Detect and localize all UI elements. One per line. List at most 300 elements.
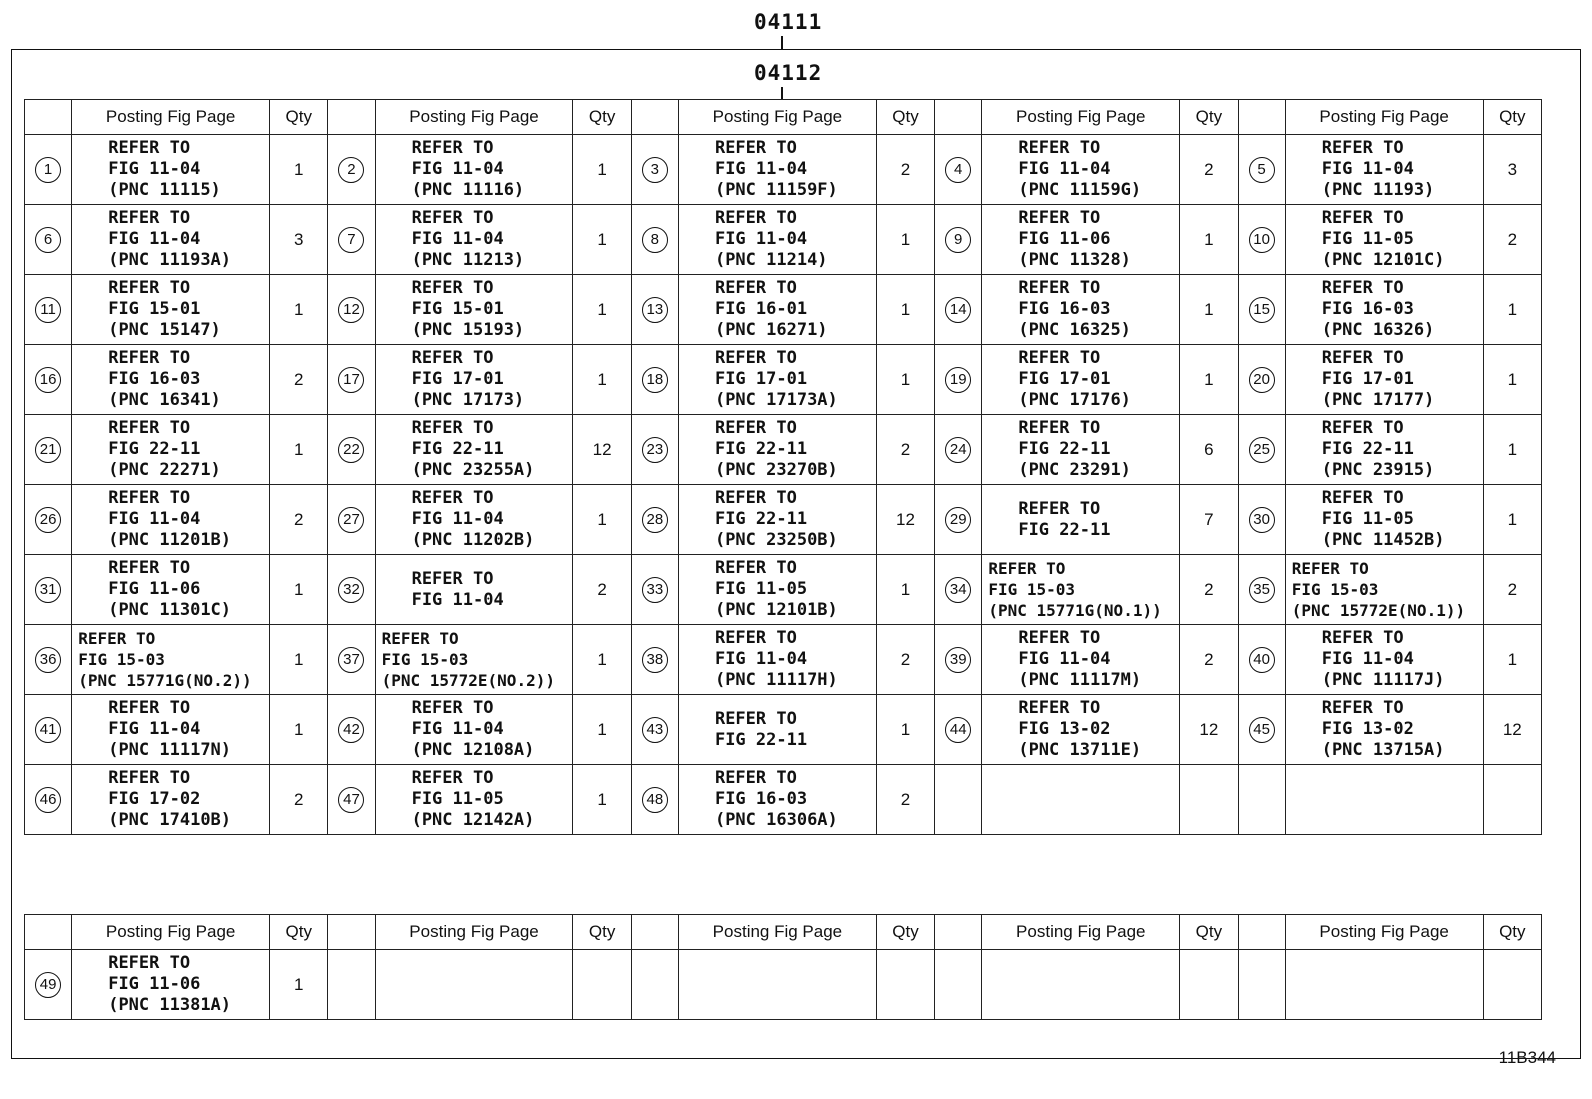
reference-line: (PNC 11213) <box>411 250 525 270</box>
posting-fig-page-cell <box>678 345 876 415</box>
reference-line: REFER TO <box>108 418 191 438</box>
reference-line: FIG 11-06 <box>108 579 201 599</box>
reference-line: REFER TO <box>108 208 191 228</box>
item-number-badge: 42 <box>338 717 364 743</box>
posting-fig-page-cell <box>375 275 573 345</box>
header-posting-fig-page: Posting Fig Page <box>72 915 270 950</box>
reference-line: REFER TO <box>108 488 191 508</box>
reference-line: REFER TO <box>1291 559 1369 578</box>
qty-cell <box>1483 950 1541 1020</box>
item-number-cell <box>631 345 678 415</box>
item-number-cell <box>25 485 72 555</box>
posting-fig-page-cell <box>72 345 270 415</box>
posting-fig-page-cell <box>72 135 270 205</box>
item-number-badge: 8 <box>642 227 668 253</box>
posting-fig-page-cell <box>375 950 573 1020</box>
item-number-badge: 20 <box>1249 367 1275 393</box>
item-number-badge: 49 <box>35 972 61 998</box>
qty-cell: 1 <box>270 135 328 205</box>
item-number-cell <box>1238 555 1285 625</box>
item-number-cell <box>328 415 375 485</box>
reference-line: FIG 15-01 <box>411 299 504 319</box>
posting-fig-page-cell <box>982 415 1180 485</box>
posting-fig-page-cell <box>72 415 270 485</box>
item-number-cell <box>25 135 72 205</box>
reference-line: FIG 11-04 <box>411 159 504 179</box>
posting-fig-page-cell <box>982 135 1180 205</box>
item-number-badge: 34 <box>945 577 971 603</box>
reference-line: (PNC 11381A) <box>108 995 232 1015</box>
item-number-cell <box>328 345 375 415</box>
reference-line: (PNC 11117H) <box>714 670 838 690</box>
reference-line: (PNC 12108A) <box>411 740 535 760</box>
reference-line: FIG 16-03 <box>714 789 808 809</box>
reference-line: FIG 17-01 <box>411 369 504 389</box>
reference-line: FIG 16-01 <box>714 299 808 319</box>
qty-cell: 1 <box>1483 345 1541 415</box>
reference-line: FIG 11-05 <box>1321 509 1414 529</box>
posting-fig-page-cell <box>1285 625 1483 695</box>
reference-line: REFER TO <box>1018 498 1101 519</box>
item-number-badge: 37 <box>338 647 364 673</box>
item-number-badge: 30 <box>1249 507 1275 533</box>
reference-line: (PNC 11328) <box>1018 250 1131 270</box>
posting-fig-page-cell <box>678 765 876 835</box>
item-number-badge: 15 <box>1249 297 1275 323</box>
posting-fig-page-cell <box>982 205 1180 275</box>
qty-cell: 3 <box>270 205 328 275</box>
qty-cell: 1 <box>1180 205 1238 275</box>
qty-cell: 2 <box>270 485 328 555</box>
posting-fig-page-cell <box>72 485 270 555</box>
qty-cell: 1 <box>1483 485 1541 555</box>
reference-line: REFER TO <box>381 629 459 648</box>
reference-line: REFER TO <box>1321 698 1404 718</box>
item-number-badge: 4 <box>945 157 971 183</box>
table-row <box>25 950 1542 1020</box>
item-number-badge: 41 <box>35 717 61 743</box>
reference-line: REFER TO <box>714 278 797 298</box>
reference-line: (PNC 12101C) <box>1321 250 1445 270</box>
posting-fig-page-cell <box>982 765 1180 835</box>
item-number-badge: 39 <box>945 647 971 673</box>
reference-line: FIG 11-04 <box>411 509 504 529</box>
posting-fig-page-cell <box>375 695 573 765</box>
item-number-cell <box>328 135 375 205</box>
qty-cell: 1 <box>1483 415 1541 485</box>
item-number-cell <box>328 950 375 1020</box>
posting-fig-page-cell <box>375 135 573 205</box>
reference-line: (PNC 11193) <box>1321 180 1435 200</box>
item-number-cell <box>328 275 375 345</box>
reference-line: REFER TO <box>411 568 494 589</box>
posting-fig-page-cell <box>72 695 270 765</box>
reference-line: REFER TO <box>1321 488 1404 508</box>
item-number-cell <box>328 765 375 835</box>
table-row <box>25 205 1542 275</box>
qty-cell: 3 <box>1483 135 1541 205</box>
table-row <box>25 135 1542 205</box>
qty-cell: 2 <box>1180 555 1238 625</box>
posting-fig-page-cell <box>1285 765 1483 835</box>
item-number-cell <box>631 135 678 205</box>
reference-line: FIG 15-03 <box>1291 580 1379 599</box>
reference-line: FIG 11-04 <box>1321 159 1414 179</box>
item-number-cell <box>25 345 72 415</box>
posting-fig-page-cell <box>678 485 876 555</box>
posting-fig-page-cell <box>1285 345 1483 415</box>
header-num-cell <box>631 100 678 135</box>
item-number-cell <box>631 950 678 1020</box>
reference-line: (PNC 11117N) <box>108 740 232 760</box>
posting-fig-page-cell <box>375 555 573 625</box>
reference-line: FIG 11-06 <box>108 974 201 994</box>
reference-line: (PNC 11159F) <box>714 180 838 200</box>
header-qty: Qty <box>1483 100 1541 135</box>
reference-line: REFER TO <box>108 768 191 788</box>
reference-line: FIG 11-04 <box>714 649 808 669</box>
qty-cell: 2 <box>1483 205 1541 275</box>
reference-line: FIG 22-11 <box>411 439 504 459</box>
item-number-badge: 35 <box>1249 577 1275 603</box>
reference-line: REFER TO <box>1321 138 1404 158</box>
item-number-badge: 32 <box>338 577 364 603</box>
posting-fig-page-cell <box>678 275 876 345</box>
item-number-badge: 22 <box>338 437 364 463</box>
item-number-cell <box>631 695 678 765</box>
reference-line: FIG 11-06 <box>1018 229 1111 249</box>
reference-line: (PNC 16306A) <box>714 810 838 830</box>
item-number-cell <box>631 555 678 625</box>
item-number-cell <box>935 415 982 485</box>
reference-line: REFER TO <box>1018 208 1101 228</box>
reference-line: FIG 11-05 <box>1321 229 1414 249</box>
reference-line: (PNC 11201B) <box>108 530 232 550</box>
item-number-badge: 14 <box>945 297 971 323</box>
table-row <box>25 555 1542 625</box>
qty-cell: 12 <box>1180 695 1238 765</box>
qty-cell <box>876 950 934 1020</box>
reference-line: REFER TO <box>714 628 797 648</box>
posting-fig-page-cell <box>375 625 573 695</box>
posting-fig-page-cell <box>375 415 573 485</box>
reference-line: REFER TO <box>1018 628 1101 648</box>
qty-cell: 6 <box>1180 415 1238 485</box>
item-number-cell <box>935 205 982 275</box>
reference-line: (PNC 12101B) <box>714 600 838 620</box>
posting-fig-page-cell <box>1285 950 1483 1020</box>
reference-line: REFER TO <box>411 488 494 508</box>
item-number-badge: 17 <box>338 367 364 393</box>
item-number-badge: 21 <box>35 437 61 463</box>
reference-line: FIG 11-05 <box>411 789 504 809</box>
reference-line: REFER TO <box>108 278 191 298</box>
item-number-cell <box>935 485 982 555</box>
item-number-cell <box>1238 205 1285 275</box>
item-number-badge: 16 <box>35 367 61 393</box>
qty-cell: 1 <box>1180 345 1238 415</box>
item-number-cell <box>328 485 375 555</box>
item-number-cell <box>935 625 982 695</box>
item-number-cell <box>1238 275 1285 345</box>
posting-fig-page-cell <box>72 625 270 695</box>
reference-line: (PNC 16271) <box>714 320 828 340</box>
posting-fig-page-cell <box>375 485 573 555</box>
reference-line: REFER TO <box>1018 698 1101 718</box>
reference-line: REFER TO <box>411 348 494 368</box>
reference-line: (PNC 17173) <box>411 390 525 410</box>
reference-line: REFER TO <box>411 278 494 298</box>
reference-line: (PNC 17410B) <box>108 810 232 830</box>
item-number-cell <box>328 625 375 695</box>
qty-cell: 2 <box>1483 555 1541 625</box>
item-number-badge: 6 <box>35 227 61 253</box>
reference-line: (PNC 15772E(NO.2)) <box>381 671 555 690</box>
posting-fig-page-cell <box>678 695 876 765</box>
posting-fig-page-cell <box>678 135 876 205</box>
qty-cell: 1 <box>270 275 328 345</box>
reference-line: REFER TO <box>108 138 191 158</box>
reference-line: (PNC 11116) <box>411 180 525 200</box>
posting-fig-page-cell <box>982 485 1180 555</box>
item-number-cell <box>935 345 982 415</box>
item-number-cell <box>25 950 72 1020</box>
reference-line: REFER TO <box>78 629 156 648</box>
reference-line: (PNC 17173A) <box>714 390 838 410</box>
reference-line: FIG 17-01 <box>1018 369 1111 389</box>
posting-fig-page-cell <box>678 415 876 485</box>
reference-line: (PNC 11214) <box>714 250 828 270</box>
item-number-cell <box>1238 485 1285 555</box>
reference-line: FIG 15-01 <box>108 299 201 319</box>
reference-line: FIG 16-03 <box>1321 299 1414 319</box>
header-num-cell <box>1238 100 1285 135</box>
item-number-badge: 26 <box>35 507 61 533</box>
qty-cell: 12 <box>573 415 631 485</box>
reference-line: REFER TO <box>714 708 797 729</box>
reference-line: REFER TO <box>411 698 494 718</box>
qty-cell: 1 <box>573 625 631 695</box>
item-number-badge: 25 <box>1249 437 1275 463</box>
item-number-badge: 3 <box>642 157 668 183</box>
reference-line: (PNC 13715A) <box>1321 740 1445 760</box>
item-number-badge: 24 <box>945 437 971 463</box>
qty-cell: 2 <box>876 625 934 695</box>
qty-cell: 2 <box>876 415 934 485</box>
posting-fig-page-cell <box>72 275 270 345</box>
qty-cell <box>573 950 631 1020</box>
qty-cell: 1 <box>573 765 631 835</box>
item-number-cell <box>631 765 678 835</box>
reference-line: FIG 15-03 <box>988 580 1076 599</box>
item-number-badge: 33 <box>642 577 668 603</box>
item-number-badge: 23 <box>642 437 668 463</box>
table-header-row <box>25 915 1542 950</box>
item-number-badge: 19 <box>945 367 971 393</box>
reference-line: (PNC 16341) <box>108 390 221 410</box>
posting-fig-page-cell <box>72 205 270 275</box>
reference-line: (PNC 23291) <box>1018 460 1131 480</box>
qty-cell: 2 <box>1180 135 1238 205</box>
item-number-cell <box>631 415 678 485</box>
reference-line: (PNC 15771G(NO.2)) <box>78 671 252 690</box>
item-number-badge: 13 <box>642 297 668 323</box>
item-number-cell <box>1238 415 1285 485</box>
reference-line: REFER TO <box>411 138 494 158</box>
reference-line: (PNC 15147) <box>108 320 221 340</box>
table-row <box>25 415 1542 485</box>
reference-line: FIG 11-04 <box>411 719 504 739</box>
qty-cell: 1 <box>876 345 934 415</box>
reference-line: (PNC 12142A) <box>411 810 535 830</box>
reference-line: (PNC 16325) <box>1018 320 1131 340</box>
header-qty: Qty <box>1483 915 1541 950</box>
posting-fig-page-cell <box>1285 415 1483 485</box>
qty-cell: 1 <box>1180 275 1238 345</box>
table-row <box>25 345 1542 415</box>
reference-line: (PNC 11117J) <box>1321 670 1445 690</box>
reference-line: (PNC 22271) <box>108 460 221 480</box>
posting-fig-page-cell <box>72 765 270 835</box>
qty-cell: 1 <box>876 275 934 345</box>
posting-fig-page-cell <box>1285 205 1483 275</box>
posting-fig-page-cell <box>982 345 1180 415</box>
header-num-cell <box>935 100 982 135</box>
reference-line: FIG 17-01 <box>714 369 808 389</box>
reference-line: REFER TO <box>1018 138 1101 158</box>
item-number-cell <box>935 135 982 205</box>
reference-line: (PNC 23270B) <box>714 460 838 480</box>
inner-assembly-code: 04112 <box>754 61 823 85</box>
reference-line: REFER TO <box>1321 628 1404 648</box>
reference-line: REFER TO <box>108 953 191 973</box>
reference-line: FIG 11-04 <box>108 159 201 179</box>
reference-line: FIG 22-11 <box>1018 439 1111 459</box>
reference-line: (PNC 15772E(NO.1)) <box>1291 601 1466 620</box>
reference-line: REFER TO <box>411 208 494 228</box>
item-number-badge: 28 <box>642 507 668 533</box>
reference-line: FIG 17-02 <box>108 789 201 809</box>
posting-fig-page-cell <box>375 205 573 275</box>
table-row <box>25 275 1542 345</box>
reference-line: FIG 11-04 <box>1018 649 1111 669</box>
item-number-cell <box>935 275 982 345</box>
header-qty: Qty <box>1180 915 1238 950</box>
item-number-badge: 7 <box>338 227 364 253</box>
item-number-cell <box>631 625 678 695</box>
header-num-cell <box>25 100 72 135</box>
item-number-badge: 1 <box>35 157 61 183</box>
reference-line: FIG 22-11 <box>1321 439 1414 459</box>
reference-line: (PNC 13711E) <box>1018 740 1142 760</box>
header-num-cell <box>328 915 375 950</box>
qty-cell: 1 <box>270 950 328 1020</box>
posting-fig-page-cell <box>678 555 876 625</box>
reference-line: FIG 16-03 <box>108 369 201 389</box>
table-row <box>25 765 1542 835</box>
reference-line: REFER TO <box>1018 278 1101 298</box>
reference-line: FIG 15-03 <box>78 650 165 669</box>
reference-line: FIG 13-02 <box>1018 719 1111 739</box>
qty-cell: 1 <box>573 485 631 555</box>
qty-cell: 2 <box>876 135 934 205</box>
reference-line: FIG 15-03 <box>381 650 469 669</box>
item-number-badge: 2 <box>338 157 364 183</box>
qty-cell: 1 <box>573 275 631 345</box>
posting-fig-page-cell <box>982 950 1180 1020</box>
reference-line: REFER TO <box>1321 208 1404 228</box>
reference-line: (PNC 17176) <box>1018 390 1131 410</box>
posting-fig-page-cell <box>1285 695 1483 765</box>
item-number-cell <box>631 275 678 345</box>
reference-line: FIG 22-11 <box>108 439 201 459</box>
posting-fig-page-cell <box>72 555 270 625</box>
reference-line: FIG 22-11 <box>714 509 808 529</box>
item-number-badge: 5 <box>1249 157 1275 183</box>
reference-table-continued <box>24 914 1542 1020</box>
reference-line: FIG 11-05 <box>714 579 808 599</box>
item-number-badge: 46 <box>35 787 61 813</box>
item-number-badge: 27 <box>338 507 364 533</box>
header-num-cell <box>631 915 678 950</box>
reference-line: FIG 17-01 <box>1321 369 1414 389</box>
header-qty: Qty <box>1180 100 1238 135</box>
reference-line: FIG 11-04 <box>714 229 808 249</box>
top-assembly-code: 04111 <box>754 10 823 34</box>
item-number-badge: 11 <box>35 297 61 323</box>
header-num-cell <box>328 100 375 135</box>
item-number-cell <box>1238 625 1285 695</box>
item-number-cell <box>1238 345 1285 415</box>
reference-line: FIG 22-11 <box>1018 519 1111 540</box>
header-posting-fig-page: Posting Fig Page <box>1285 915 1483 950</box>
posting-fig-page-cell <box>678 950 876 1020</box>
item-number-cell <box>25 695 72 765</box>
qty-cell: 1 <box>270 555 328 625</box>
qty-cell <box>1180 765 1238 835</box>
posting-fig-page-cell <box>678 205 876 275</box>
qty-cell: 2 <box>270 765 328 835</box>
reference-line: FIG 11-04 <box>1321 649 1414 669</box>
item-number-cell <box>935 555 982 625</box>
reference-line: FIG 11-04 <box>108 719 201 739</box>
reference-line: (PNC 11117M) <box>1018 670 1142 690</box>
item-number-badge: 44 <box>945 717 971 743</box>
header-posting-fig-page: Posting Fig Page <box>375 915 573 950</box>
qty-cell: 1 <box>1483 625 1541 695</box>
item-number-badge: 47 <box>338 787 364 813</box>
header-posting-fig-page: Posting Fig Page <box>1285 100 1483 135</box>
item-number-badge: 45 <box>1249 717 1275 743</box>
item-number-badge: 43 <box>642 717 668 743</box>
qty-cell: 1 <box>876 555 934 625</box>
qty-cell: 2 <box>1180 625 1238 695</box>
qty-cell: 1 <box>573 205 631 275</box>
item-number-cell <box>1238 950 1285 1020</box>
reference-line: REFER TO <box>108 698 191 718</box>
reference-line: (PNC 23915) <box>1321 460 1435 480</box>
reference-line: REFER TO <box>714 138 797 158</box>
reference-line: FIG 22-11 <box>714 439 808 459</box>
item-number-cell <box>935 950 982 1020</box>
posting-fig-page-cell <box>678 625 876 695</box>
posting-fig-page-cell <box>982 275 1180 345</box>
header-posting-fig-page: Posting Fig Page <box>375 100 573 135</box>
posting-fig-page-cell <box>982 695 1180 765</box>
item-number-cell <box>935 695 982 765</box>
header-num-cell <box>935 915 982 950</box>
item-number-cell <box>25 625 72 695</box>
